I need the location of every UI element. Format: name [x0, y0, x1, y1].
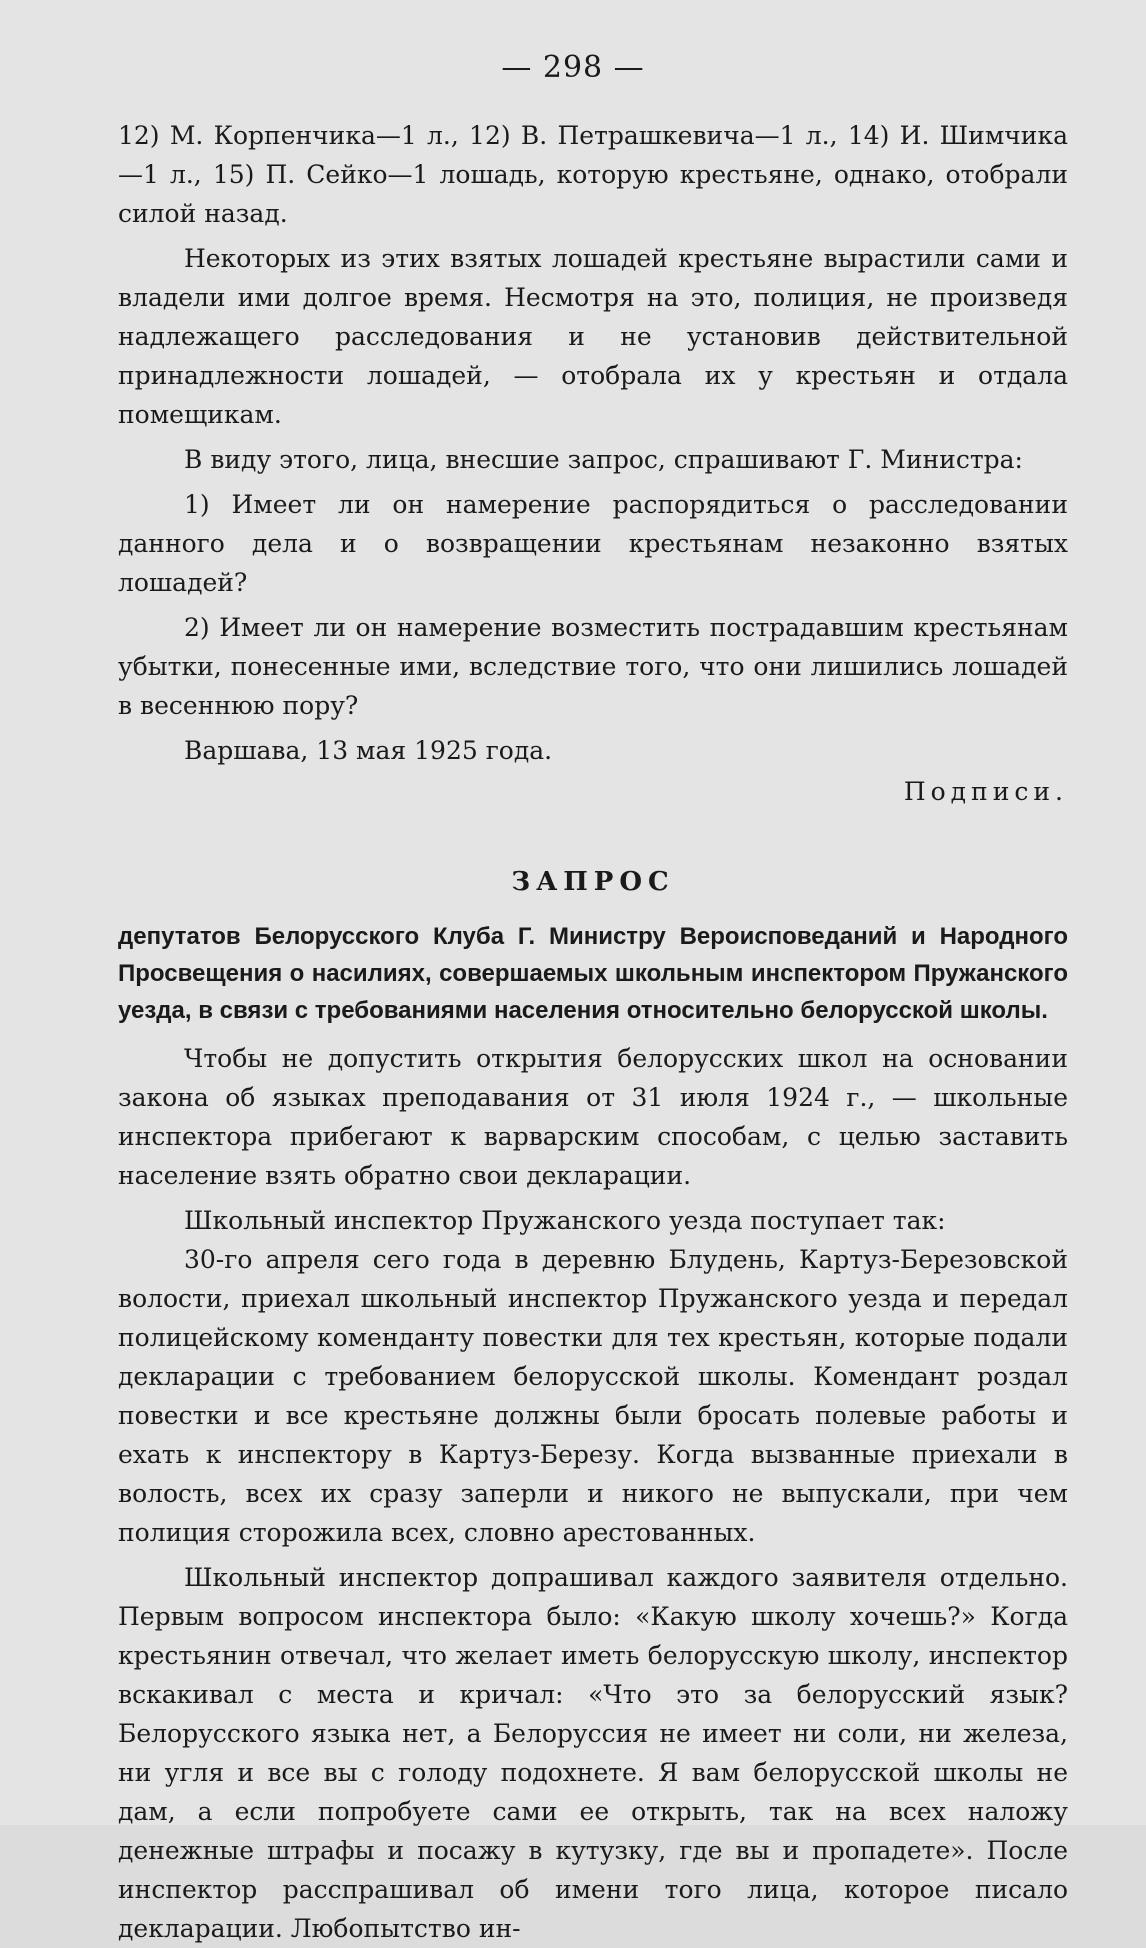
- paragraph-intro: Чтобы не допустить открытия белорусских школ на основании закона об языках преподавания от 31 июля 1924 г., — школьные инспектора прибегают к варварским способам, с целью заставить население взять обратно свои декларации.: [118, 1044, 1068, 1190]
- paragraph-interrogation: Школьный инспектор допрашивал каждого заявителя отдельно. Первым вопросом инспектора было: «Какую школу хочешь?» Когда крестьянин отвечал, что желает иметь белорусскую школу, инспектор вскакивал с места и кричал: «Что это за белорусский язык? Белорусского языка нет, а Белоруссия не имеет ни соли, ни железа, ни угля и все вы с голоду подохнете. Я вам белорусской школы не дам, а если попробуете сами ее открыть, так на всех наложу денежные штрафы и посажу в кутузку, где вы и пропадете». После инспектор расспрашивал об имени того лица, которое писало декларации. Любопытство ин-: [118, 1563, 1068, 1943]
- section-heading: ЗАПРОС: [511, 867, 675, 897]
- signature-line: Подписи.: [903, 777, 1068, 806]
- paragraph-question-2: 2) Имеет ли он намерение возместить пострадавшим крестьянам убытки, понесенные ими, вследствие того, что они лишились лошадей в весеннюю пору?: [118, 613, 1068, 720]
- paragraph-horses-raised: Некоторых из этих взятых лошадей крестьяне вырастили сами и владели ими долгое время. Несмотря на это, полиция, не произведя надлежащего расследования и не установив действительной принадлежности лошадей, — отобрала их у крестьян и отдала помещикам.: [118, 244, 1068, 429]
- paragraph-inspector-method: Школьный инспектор Пружанского уезда поступает так:: [184, 1206, 946, 1235]
- paragraph-question-1: 1) Имеет ли он намерение распорядиться о расследовании данного дела и о возвращении крестьянам незаконно взятых лошадей?: [118, 490, 1068, 597]
- section-subheading: депутатов Белорусского Клуба Г. Министру Вероисповеданий и Народного Просвещения о насилиях, совершаемых школьным инспектором Пружанского уезда, в связи с требованиями населения относительно белорусской школы.: [118, 923, 1068, 1024]
- paragraph-date: Варшава, 13 мая 1925 года.: [184, 736, 553, 765]
- paragraph-question-intro: В виду этого, лица, внесшие запрос, спрашивают Г. Министра:: [184, 445, 1023, 474]
- paragraph-april-30: 30-го апреля сего года в деревню Блудень, Картуз-Березовской волости, приехал школьный инспектор Пружанского уезда и передал полицейскому коменданту повестки для тех крестьян, которые подали декларации с требованием белорусской школы. Комендант роздал повестки и все крестьяне должны были бросать полевые работы и ехать к инспектору в Картуз-Березу. Когда вызванные приехали в волость, всех их сразу заперли и никого не выпускали, при чем полиция сторожила всех, словно арестованных.: [118, 1245, 1068, 1547]
- page-number: — 298 —: [501, 50, 645, 85]
- page-body: [118, 116, 1068, 1948]
- paragraph-horse-list: 12) М. Корпенчика—1 л., 12) В. Петрашкевича—1 л., 14) И. Шимчика—1 л., 15) П. Сейко—1 лошадь, которую крестьяне, однако, отобрали силой назад.: [118, 121, 1068, 228]
